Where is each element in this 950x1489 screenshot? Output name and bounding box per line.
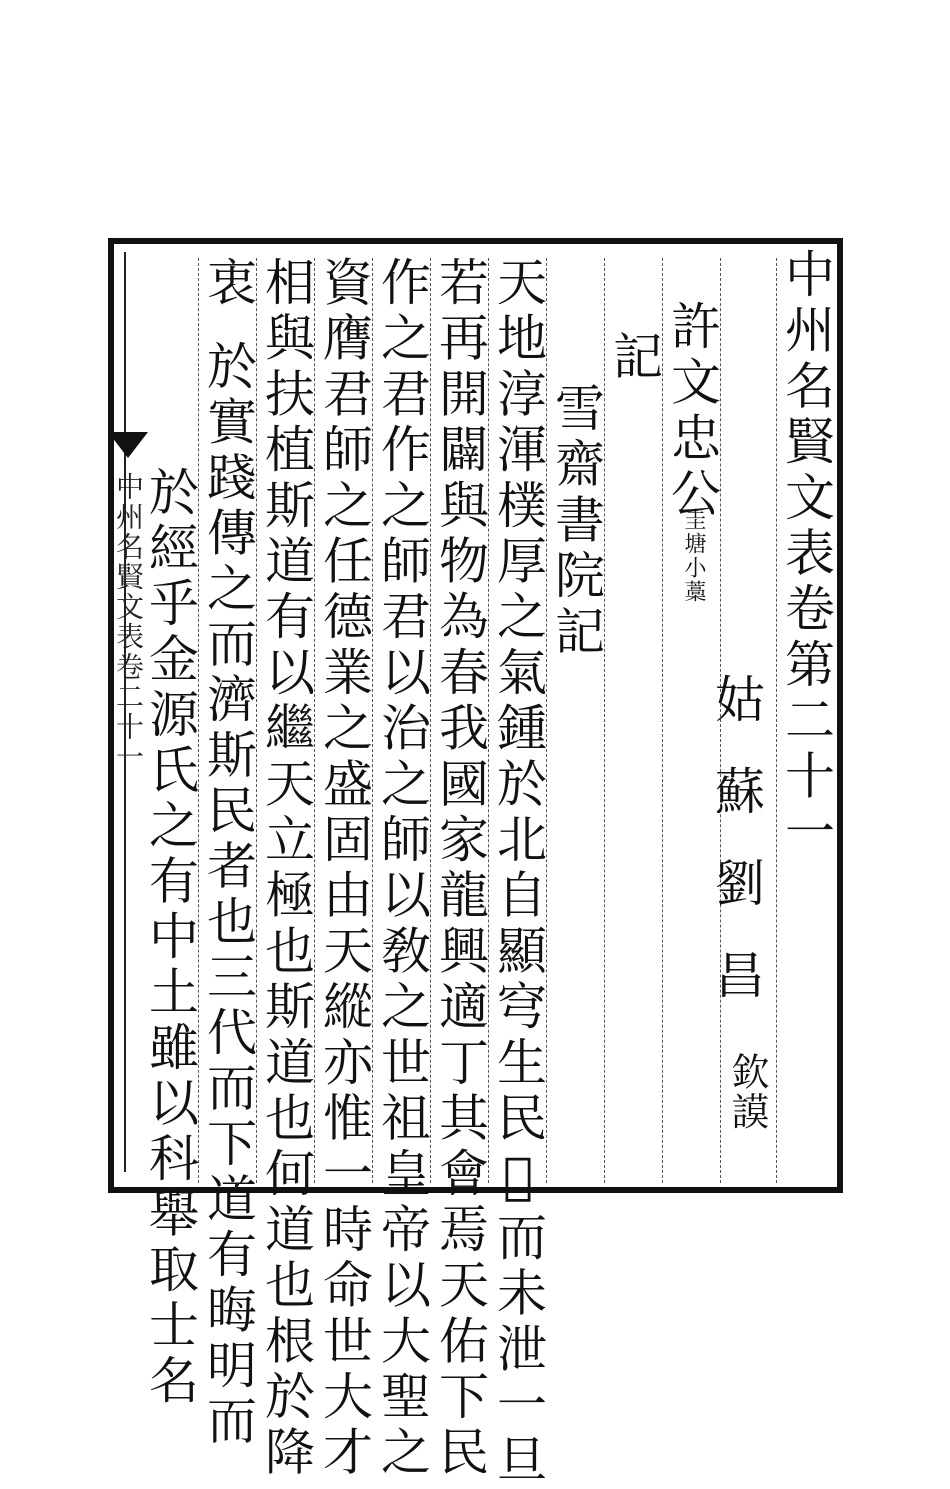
author-surname: 劉 bbox=[715, 855, 765, 913]
source-note: 圭塘小藁 bbox=[681, 508, 706, 604]
author-line bbox=[712, 672, 768, 1182]
author-style-name: 欽謨 bbox=[725, 1052, 769, 1132]
body-column-7: 於經乎金源氏之有中土雖以科舉取士名 bbox=[141, 466, 199, 1410]
author-place-char: 姑 bbox=[715, 671, 765, 729]
body-column-1: 天地淳渾樸厚之氣鍾於北自顯穹生民𠋣而未泄一旦 bbox=[489, 256, 547, 1489]
author-place-char: 蘇 bbox=[715, 763, 765, 821]
body-column-5: 相與扶植斯道有以繼天立極也斯道也何道也根於降 bbox=[257, 256, 315, 1482]
body-column-3: 作之君作之師君以治之師以敎之世祖皇帝以大聖之 bbox=[373, 256, 431, 1482]
body-column-6: 於實踐傳之而濟斯民者也三代而下道有晦明而 bbox=[199, 340, 257, 1450]
fish-tail-mark bbox=[108, 432, 148, 458]
body-column-6-start: 衷 bbox=[199, 256, 257, 312]
spine-label: 中州名賢文表卷二十一 bbox=[112, 472, 145, 772]
body-column-4: 資膺君師之任德業之盛固由天縱亦惟一時命世大才 bbox=[315, 256, 373, 1482]
book-title: 中州名賢文表卷第二十一 bbox=[777, 248, 835, 861]
section-category: 記 bbox=[605, 330, 663, 386]
section-person: 許文忠公 bbox=[663, 300, 721, 523]
body-column-2: 若再開闢與物為春我國家龍興適丁其會焉天佑下民 bbox=[431, 256, 489, 1482]
author-name: 昌 bbox=[715, 947, 765, 1005]
piece-title: 雪齋書院記 bbox=[547, 382, 605, 661]
